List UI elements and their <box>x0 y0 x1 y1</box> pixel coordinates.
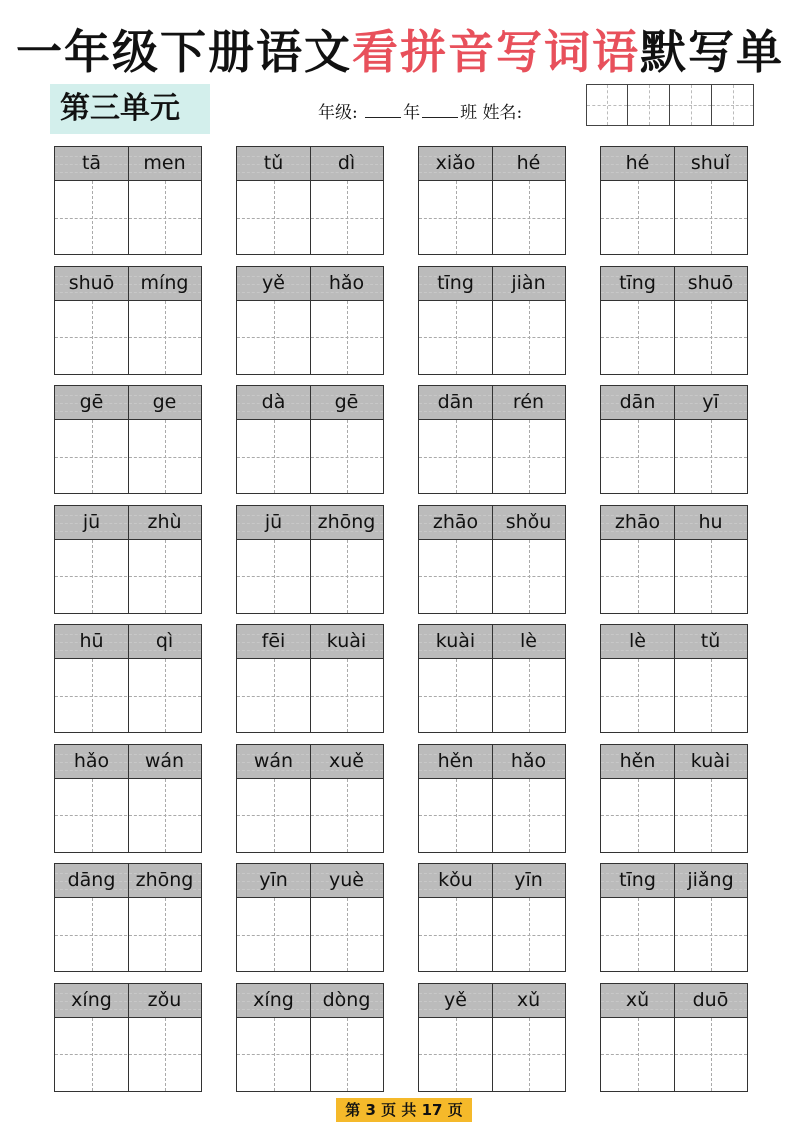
pinyin-syllable: tīng <box>437 271 474 294</box>
pinyin-syllable: kuài <box>326 630 367 652</box>
word-box[interactable] <box>600 744 748 853</box>
pinyin-row <box>55 267 201 301</box>
pinyin-syllable: kuài <box>435 630 476 652</box>
pinyin-syllable: zhōng <box>317 510 376 533</box>
pinyin-syllable: xǔ <box>625 988 650 1011</box>
pinyin-row <box>601 267 747 301</box>
grid-guide-line <box>55 218 201 219</box>
character-writing-area[interactable] <box>419 420 565 493</box>
grid-guide-line <box>55 935 201 936</box>
character-writing-area[interactable] <box>601 420 747 493</box>
pinyin-row <box>419 625 565 659</box>
grid-guide-line <box>419 457 565 458</box>
pinyin-row <box>55 745 201 779</box>
pinyin-row <box>237 386 383 420</box>
pinyin-row <box>237 147 383 181</box>
grid-guide-line <box>237 1054 383 1055</box>
word-box[interactable] <box>236 146 384 255</box>
word-box[interactable] <box>418 983 566 1092</box>
pinyin-syllable: men <box>143 152 186 174</box>
character-writing-area[interactable] <box>55 659 201 732</box>
title-part3: 默写单 <box>640 25 784 79</box>
character-writing-area[interactable] <box>55 420 201 493</box>
word-box[interactable] <box>54 983 202 1092</box>
pinyin-syllable: dà <box>261 391 286 413</box>
pinyin-syllable: shǒu <box>505 510 552 533</box>
pinyin-row <box>601 506 747 540</box>
pinyin-row <box>237 267 383 301</box>
pinyin-syllable: hǎo <box>328 271 365 294</box>
word-box[interactable] <box>54 863 202 972</box>
character-writing-area[interactable] <box>237 420 383 493</box>
pinyin-syllable: qì <box>155 630 174 652</box>
word-box[interactable] <box>236 385 384 494</box>
pinyin-row <box>55 625 201 659</box>
pinyin-row <box>601 147 747 181</box>
word-box[interactable] <box>54 266 202 375</box>
pinyin-row <box>419 864 565 898</box>
pinyin-syllable: zhāo <box>614 510 661 533</box>
pinyin-syllable: dān <box>619 391 656 413</box>
grid-guide-line <box>419 337 565 338</box>
name-label: 姓名: <box>482 103 523 123</box>
grid-guide-line <box>601 576 747 577</box>
pinyin-row <box>419 745 565 779</box>
character-writing-area[interactable] <box>601 181 747 254</box>
pinyin-syllable: dòng <box>322 988 371 1011</box>
word-box[interactable] <box>236 863 384 972</box>
pinyin-syllable: yě <box>262 271 285 294</box>
student-info <box>318 98 522 123</box>
grid-guide-line <box>237 457 383 458</box>
name-boxes[interactable] <box>586 84 756 126</box>
grid-guide-line <box>601 218 747 219</box>
grid-guide-line <box>55 815 201 816</box>
pinyin-row <box>419 506 565 540</box>
character-writing-area[interactable] <box>601 898 747 971</box>
grid-guide-line <box>55 337 201 338</box>
pinyin-row <box>601 625 747 659</box>
title-highlight: 看拼音写词语 <box>352 25 640 79</box>
pinyin-syllable: fēi <box>261 630 286 652</box>
grid-guide-line <box>601 696 747 697</box>
character-writing-area[interactable] <box>237 898 383 971</box>
grid-guide-line <box>237 337 383 338</box>
character-writing-area[interactable] <box>601 659 747 732</box>
name-box-cell[interactable] <box>586 84 628 126</box>
character-writing-area[interactable] <box>601 1018 747 1091</box>
cell-guide-line <box>587 105 627 106</box>
word-box[interactable] <box>600 983 748 1092</box>
character-writing-area[interactable] <box>55 540 201 613</box>
pinyin-syllable: xǔ <box>516 988 541 1011</box>
word-box[interactable] <box>418 744 566 853</box>
grid-guide-line <box>601 815 747 816</box>
character-writing-area[interactable] <box>237 659 383 732</box>
pinyin-syllable: hu <box>698 510 723 533</box>
pinyin-syllable: tǔ <box>700 630 721 652</box>
class-label: 班 <box>460 103 478 123</box>
pinyin-row <box>237 625 383 659</box>
pinyin-row <box>601 984 747 1018</box>
pinyin-syllable: zhāo <box>432 510 479 533</box>
page-number: 第 3 页 共 17 页 <box>336 1098 472 1122</box>
pinyin-row <box>419 386 565 420</box>
pinyin-syllable: yě <box>444 988 467 1011</box>
grid-guide-line <box>419 218 565 219</box>
grid-guide-line <box>601 457 747 458</box>
character-writing-area[interactable] <box>419 659 565 732</box>
pinyin-row <box>55 506 201 540</box>
word-box[interactable] <box>236 983 384 1092</box>
character-writing-area[interactable] <box>55 898 201 971</box>
word-box[interactable] <box>54 505 202 614</box>
word-box[interactable] <box>236 744 384 853</box>
pinyin-syllable: kǒu <box>438 869 473 891</box>
character-writing-area[interactable] <box>237 301 383 374</box>
pinyin-syllable: dì <box>337 152 356 174</box>
grid-guide-line <box>601 935 747 936</box>
character-writing-area[interactable] <box>237 181 383 254</box>
character-writing-area[interactable] <box>601 301 747 374</box>
class-blank[interactable] <box>422 117 458 118</box>
pinyin-syllable: lè <box>520 630 537 652</box>
pinyin-syllable: jiàn <box>511 271 546 294</box>
character-writing-area[interactable] <box>419 181 565 254</box>
grid-guide-line <box>237 218 383 219</box>
word-box[interactable] <box>418 863 566 972</box>
pinyin-syllable: míng <box>140 271 189 294</box>
grid-guide-line <box>55 1054 201 1055</box>
pinyin-syllable: tā <box>81 152 102 174</box>
pinyin-syllable: shuō <box>687 271 734 294</box>
character-writing-area[interactable] <box>55 1018 201 1091</box>
pinyin-row <box>419 984 565 1018</box>
pinyin-syllable: jū <box>264 510 283 533</box>
grade-blank[interactable] <box>365 117 401 118</box>
pinyin-syllable: hé <box>625 152 650 174</box>
pinyin-row <box>237 745 383 779</box>
word-box[interactable] <box>600 385 748 494</box>
word-box[interactable] <box>236 505 384 614</box>
pinyin-syllable: yīn <box>514 869 543 891</box>
pinyin-row <box>601 864 747 898</box>
pinyin-row <box>55 864 201 898</box>
pinyin-syllable: rén <box>512 391 545 413</box>
cell-guide-line <box>670 105 711 106</box>
grid-guide-line <box>419 1054 565 1055</box>
unit-label: 第三单元 <box>50 84 210 134</box>
pinyin-syllable: jiǎng <box>687 869 734 891</box>
pinyin-syllable: hū <box>79 630 104 652</box>
pinyin-syllable: zhù <box>147 510 182 533</box>
pinyin-syllable: hǎo <box>73 749 110 772</box>
grid-guide-line <box>419 576 565 577</box>
grid-guide-line <box>419 935 565 936</box>
character-writing-area[interactable] <box>55 181 201 254</box>
word-box[interactable] <box>236 624 384 733</box>
character-writing-area[interactable] <box>419 898 565 971</box>
pinyin-row <box>55 147 201 181</box>
character-writing-area[interactable] <box>419 779 565 852</box>
pinyin-syllable: zǒu <box>147 988 182 1011</box>
character-writing-area[interactable] <box>237 1018 383 1091</box>
word-box[interactable] <box>54 146 202 255</box>
word-box[interactable] <box>600 863 748 972</box>
word-box[interactable] <box>600 505 748 614</box>
pinyin-syllable: hěn <box>437 749 474 772</box>
pinyin-syllable: xíng <box>71 988 112 1011</box>
word-box[interactable] <box>418 624 566 733</box>
word-box[interactable] <box>54 624 202 733</box>
word-box[interactable] <box>236 266 384 375</box>
name-box-cell[interactable] <box>670 84 712 126</box>
pinyin-syllable: tǔ <box>263 152 284 174</box>
grid-guide-line <box>601 1054 747 1055</box>
pinyin-syllable: dān <box>437 391 474 413</box>
grid-guide-line <box>55 457 201 458</box>
pinyin-row <box>237 864 383 898</box>
pinyin-row <box>419 267 565 301</box>
pinyin-syllable: yuè <box>329 869 364 891</box>
pinyin-syllable: duō <box>692 988 729 1011</box>
pinyin-row <box>55 984 201 1018</box>
name-box-cell[interactable] <box>712 84 754 126</box>
character-writing-area[interactable] <box>55 301 201 374</box>
character-writing-area[interactable] <box>601 779 747 852</box>
word-box[interactable] <box>418 146 566 255</box>
grid-guide-line <box>237 935 383 936</box>
pinyin-syllable: zhōng <box>135 869 194 891</box>
pinyin-row <box>601 745 747 779</box>
pinyin-syllable: xíng <box>253 988 294 1011</box>
word-box[interactable] <box>418 505 566 614</box>
pinyin-row <box>237 506 383 540</box>
word-box[interactable] <box>418 266 566 375</box>
grid-guide-line <box>237 815 383 816</box>
grid-guide-line <box>55 696 201 697</box>
pinyin-row <box>55 386 201 420</box>
word-box[interactable] <box>418 385 566 494</box>
cell-guide-line <box>712 105 753 106</box>
grid-guide-line <box>237 576 383 577</box>
name-box-cell[interactable] <box>628 84 670 126</box>
character-writing-area[interactable] <box>237 540 383 613</box>
word-box[interactable] <box>600 266 748 375</box>
page-title <box>0 22 800 82</box>
character-writing-area[interactable] <box>55 779 201 852</box>
word-box[interactable] <box>54 385 202 494</box>
pinyin-syllable: shuǐ <box>690 152 731 174</box>
pinyin-syllable: ge <box>152 391 177 413</box>
character-writing-area[interactable] <box>419 540 565 613</box>
pinyin-syllable: wán <box>144 749 185 772</box>
pinyin-syllable: wán <box>253 749 294 772</box>
pinyin-syllable: yī <box>702 391 719 413</box>
grade-label: 年级: <box>318 103 358 123</box>
pinyin-syllable: lè <box>629 630 646 652</box>
pinyin-syllable: tīng <box>619 271 656 294</box>
word-box[interactable] <box>600 146 748 255</box>
pinyin-syllable: tīng <box>619 869 656 891</box>
grid-guide-line <box>419 696 565 697</box>
character-writing-area[interactable] <box>419 301 565 374</box>
pinyin-syllable: yīn <box>259 869 288 891</box>
pinyin-syllable: gē <box>79 391 104 413</box>
pinyin-row <box>237 984 383 1018</box>
grid-guide-line <box>601 337 747 338</box>
pinyin-syllable: kuài <box>690 749 731 772</box>
character-writing-area[interactable] <box>237 779 383 852</box>
cell-guide-line <box>628 105 669 106</box>
word-box[interactable] <box>54 744 202 853</box>
character-writing-area[interactable] <box>419 1018 565 1091</box>
grid-guide-line <box>55 576 201 577</box>
pinyin-syllable: hé <box>516 152 541 174</box>
pinyin-syllable: jū <box>82 510 101 533</box>
year-label: 年 <box>403 103 421 123</box>
title-part1: 一年级下册语文 <box>16 25 352 79</box>
pinyin-syllable: gē <box>334 391 359 413</box>
pinyin-row <box>419 147 565 181</box>
grid-guide-line <box>237 696 383 697</box>
pinyin-syllable: shuō <box>68 271 115 294</box>
pinyin-syllable: xiǎo <box>435 152 476 174</box>
grid-guide-line <box>419 815 565 816</box>
pinyin-syllable: xuě <box>329 749 364 772</box>
pinyin-syllable: hěn <box>619 749 656 772</box>
pinyin-syllable: hǎo <box>510 749 547 772</box>
character-writing-area[interactable] <box>601 540 747 613</box>
word-box[interactable] <box>600 624 748 733</box>
pinyin-syllable: dāng <box>67 869 116 891</box>
pinyin-row <box>601 386 747 420</box>
